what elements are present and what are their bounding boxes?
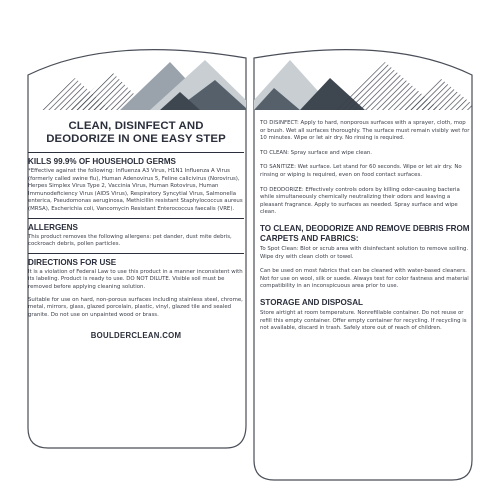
divider xyxy=(28,253,244,254)
surfaces-body: Suitable for use on hard, non-porous surfaces including stainless steel, chrome, metal, mirrors, glass, glazed porcelain, plastic, vinyl, glazed tile and sealed granite. Do not use on unpainted wood or brass. xyxy=(28,296,243,318)
spot-clean-instructions: To Spot Clean: Blot or scrub area with disinfectant solution to remove soiling. Wipe dry with clean cloth or towel. xyxy=(260,245,469,260)
allergens-body: This product removes the following allergens: pet dander, dust mite debris, cockroach debris, pollen particles. xyxy=(28,233,232,248)
germs-body: *Effective against the following: Influenza A3 Virus, H1N1 Influenza A Virus (formerly called swine flu), Human Adenovirus 5, Feline calicivirus (Norovirus), Herpes Simplex Virus Type 2, Vaccinia Virus, Human Rotovirus, Human Immunodeficiency Virus (AIDS Virus), Respiratory Syncytial Virus, Salmonella enterica, Pseudomonas aeruginosa, Methicillin resistant Staphylococcus aureus (MRSA), Escherichia coli, Vancomycin Resistant Enterococcus faecalis (VRE). xyxy=(28,168,243,212)
headline-line-2: DEODORIZE IN ONE EASY STEP xyxy=(46,133,226,145)
directions-body: It is a violation of Federal Law to use this product in a manner inconsistent with its labeling. Product is ready to use. DO NOT DILUTE. Visible soil must be removed before applying cleaning solution. xyxy=(28,268,243,290)
left-label-panel xyxy=(28,120,244,440)
storage-heading: STORAGE AND DISPOSAL xyxy=(260,297,363,307)
disinfect-instructions: TO DISINFECT: Apply to hard, nonporous surfaces with a sprayer, cloth, mop or brush. Wet all surfaces thoroughly. The surface must remain visibly wet for 10 minutes. Wipe or let air dry. No rinsing is required. xyxy=(260,120,470,142)
sanitize-instructions: TO SANITIZE: Wet surface. Let stand for 60 seconds. Wipe or let air dry. No rinsing or wiping is required, even on food contact surfaces. xyxy=(260,164,462,178)
clean-instructions: TO CLEAN: Spray surface and wipe clean. xyxy=(260,149,373,156)
germs-heading: KILLS 99.9% OF HOUSEHOLD GERMS xyxy=(28,157,176,166)
fabrics-instructions: Can be used on most fabrics that can be cleaned with water-based cleaners. Not for use on wool, silk or suede. Always test for color fastness and material compatibility in an inconspicuous area prior to use. xyxy=(260,268,469,290)
storage-body: Store airtight at room temperature. Nonrefillable container. Do not reuse or refill this empty container. Offer empty container for recycling. If recycling is not available, discard in trash. Safely store out of reach of children. xyxy=(260,309,467,332)
deodorize-instructions: TO DEODORIZE: Effectively controls odors by killing odor-causing bacteria while simultaneously chemically neutralizing their odors and leaving a pleasant fragrance. Apply to surfaces as needed. Spray surface and wipe clean. xyxy=(260,186,460,216)
allergens-heading: ALLERGENS xyxy=(28,222,78,232)
directions-heading: DIRECTIONS FOR USE xyxy=(28,257,117,267)
right-label-panel xyxy=(260,120,470,470)
divider xyxy=(28,152,244,153)
carpets-heading: TO CLEAN, DEODORIZE AND REMOVE DEBRIS FROM CARPETS AND FABRICS: xyxy=(260,223,470,243)
headline-line-1: CLEAN, DISINFECT AND xyxy=(68,120,204,132)
divider xyxy=(28,218,244,219)
headline xyxy=(28,120,244,146)
website-text: BOULDERCLEAN.COM xyxy=(90,331,182,341)
